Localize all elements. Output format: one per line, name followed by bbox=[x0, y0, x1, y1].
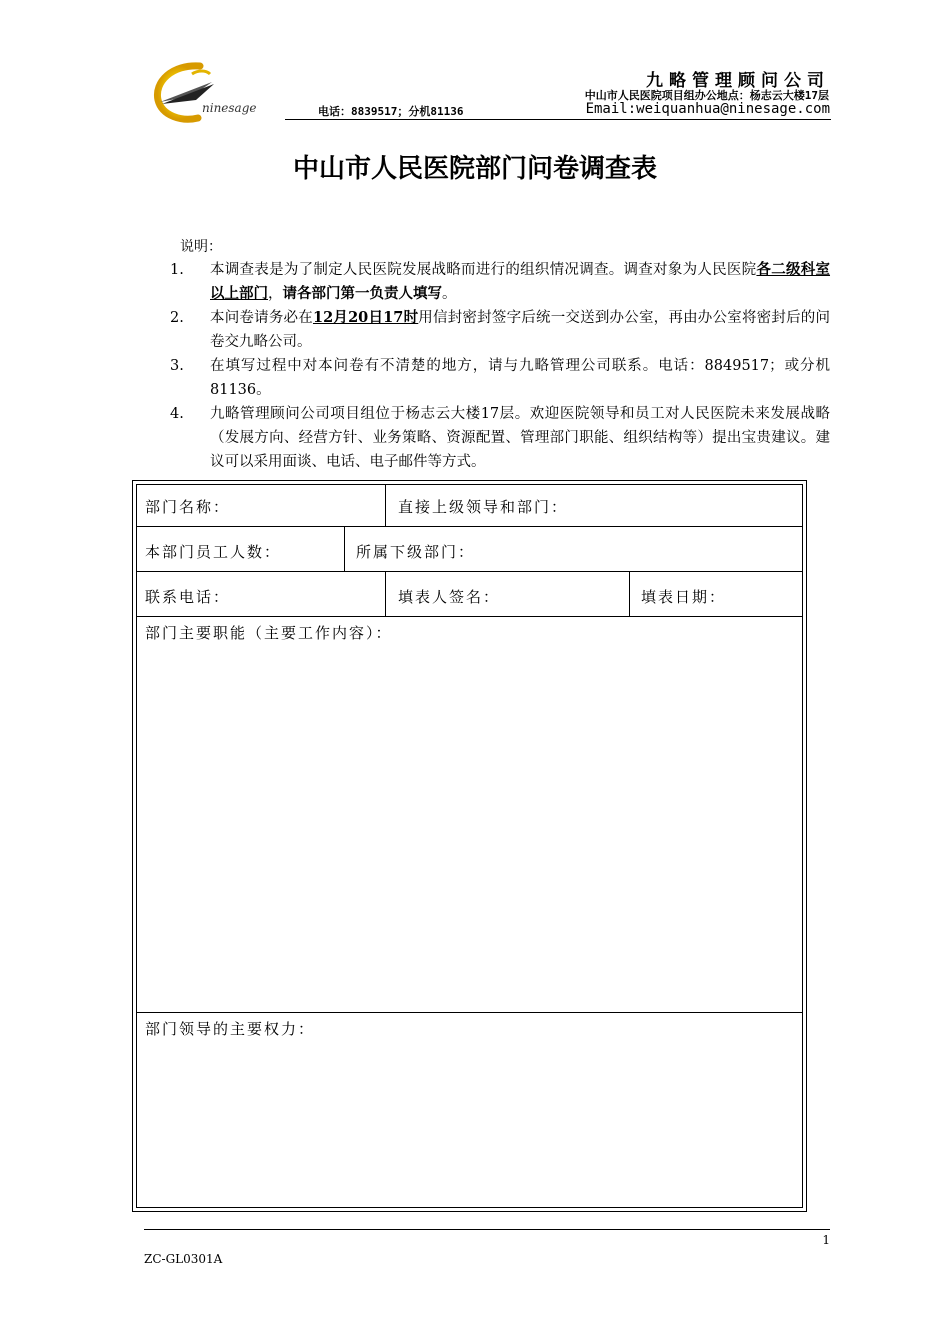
note-emphasis: 各二级科室以上部门 bbox=[210, 261, 831, 302]
company-logo bbox=[152, 62, 264, 124]
note-item bbox=[170, 258, 830, 306]
form-row-divider bbox=[136, 616, 803, 617]
header-phone: 电话：8839517；分机81136 bbox=[318, 105, 464, 118]
notes-heading: 说明： bbox=[180, 239, 222, 255]
subordinate-depts-field[interactable]: 所属下级部门： bbox=[356, 543, 476, 561]
page-title: 中山市人民医院部门问卷调查表 bbox=[292, 154, 657, 184]
note-deadline: 12月20日17时 bbox=[312, 309, 419, 326]
note-number: 1. bbox=[170, 262, 184, 278]
note-text: 九略管理顾问公司项目组位于杨志云大楼17层。欢迎医院领导和员工对人民医院未来发展战略（发展方向、经营方针、业务策略、资源配置、管理部门职能、组织结构等）提出宝贵建议。建议可以采用面谈、电话、电子邮件等方式。 bbox=[210, 406, 830, 470]
notes-list bbox=[170, 258, 830, 474]
note-text: 本问卷请务必在12月20日17时用信封密封签字后统一交送到办公室，再由办公室将密封后的问卷交九略公司。 bbox=[210, 309, 831, 350]
main-functions-field[interactable]: 部门主要职能（主要工作内容）： bbox=[145, 624, 393, 642]
note-item bbox=[170, 402, 830, 474]
note-number: 4. bbox=[170, 406, 184, 422]
note-number: 2. bbox=[170, 310, 184, 326]
company-name: 九略管理顾问公司 bbox=[646, 71, 830, 91]
header-divider bbox=[285, 119, 831, 120]
superior-field[interactable]: 直接上级领导和部门： bbox=[398, 498, 569, 516]
note-text: 在填写过程中对本问卷有不清楚的地方，请与九略管理公司联系。电话：8849517；或分机81136。 bbox=[210, 358, 830, 398]
page-number: 1 bbox=[822, 1233, 830, 1247]
form-col-divider bbox=[629, 571, 630, 616]
form-col-divider bbox=[385, 571, 386, 616]
header-address: 中山市人民医院项目组办公地点：杨志云大楼17层 bbox=[584, 89, 829, 102]
header-email: Email:weiquanhua@ninesage.com bbox=[585, 101, 830, 117]
note-strong: 请各部门第一负责人填写 bbox=[282, 285, 442, 302]
footer-divider bbox=[144, 1229, 830, 1230]
note-item bbox=[170, 354, 830, 402]
note-number: 3. bbox=[170, 358, 184, 374]
form-col-divider bbox=[385, 484, 386, 526]
note-text: 本调查表是为了制定人民医院发展战略而进行的组织情况调查。调查对象为人民医院各二级科室以上部门，请各部门第一负责人填写。 bbox=[210, 261, 831, 302]
document-code: ZC-GL0301A bbox=[144, 1252, 223, 1266]
note-item bbox=[170, 306, 830, 354]
form-col-divider bbox=[344, 526, 345, 571]
logo-text: ninesage bbox=[202, 101, 257, 115]
fill-date-field[interactable]: 填表日期： bbox=[641, 588, 727, 606]
leader-powers-field[interactable]: 部门领导的主要权力： bbox=[145, 1020, 316, 1038]
form-row-divider bbox=[136, 571, 803, 572]
staff-count-field[interactable]: 本部门员工人数： bbox=[145, 543, 282, 561]
contact-phone-field[interactable]: 联系电话： bbox=[145, 588, 231, 606]
dept-name-field[interactable]: 部门名称： bbox=[145, 498, 231, 516]
signature-field[interactable]: 填表人签名： bbox=[398, 588, 501, 606]
form-row-divider bbox=[136, 1012, 803, 1013]
form-row-divider bbox=[136, 526, 803, 527]
